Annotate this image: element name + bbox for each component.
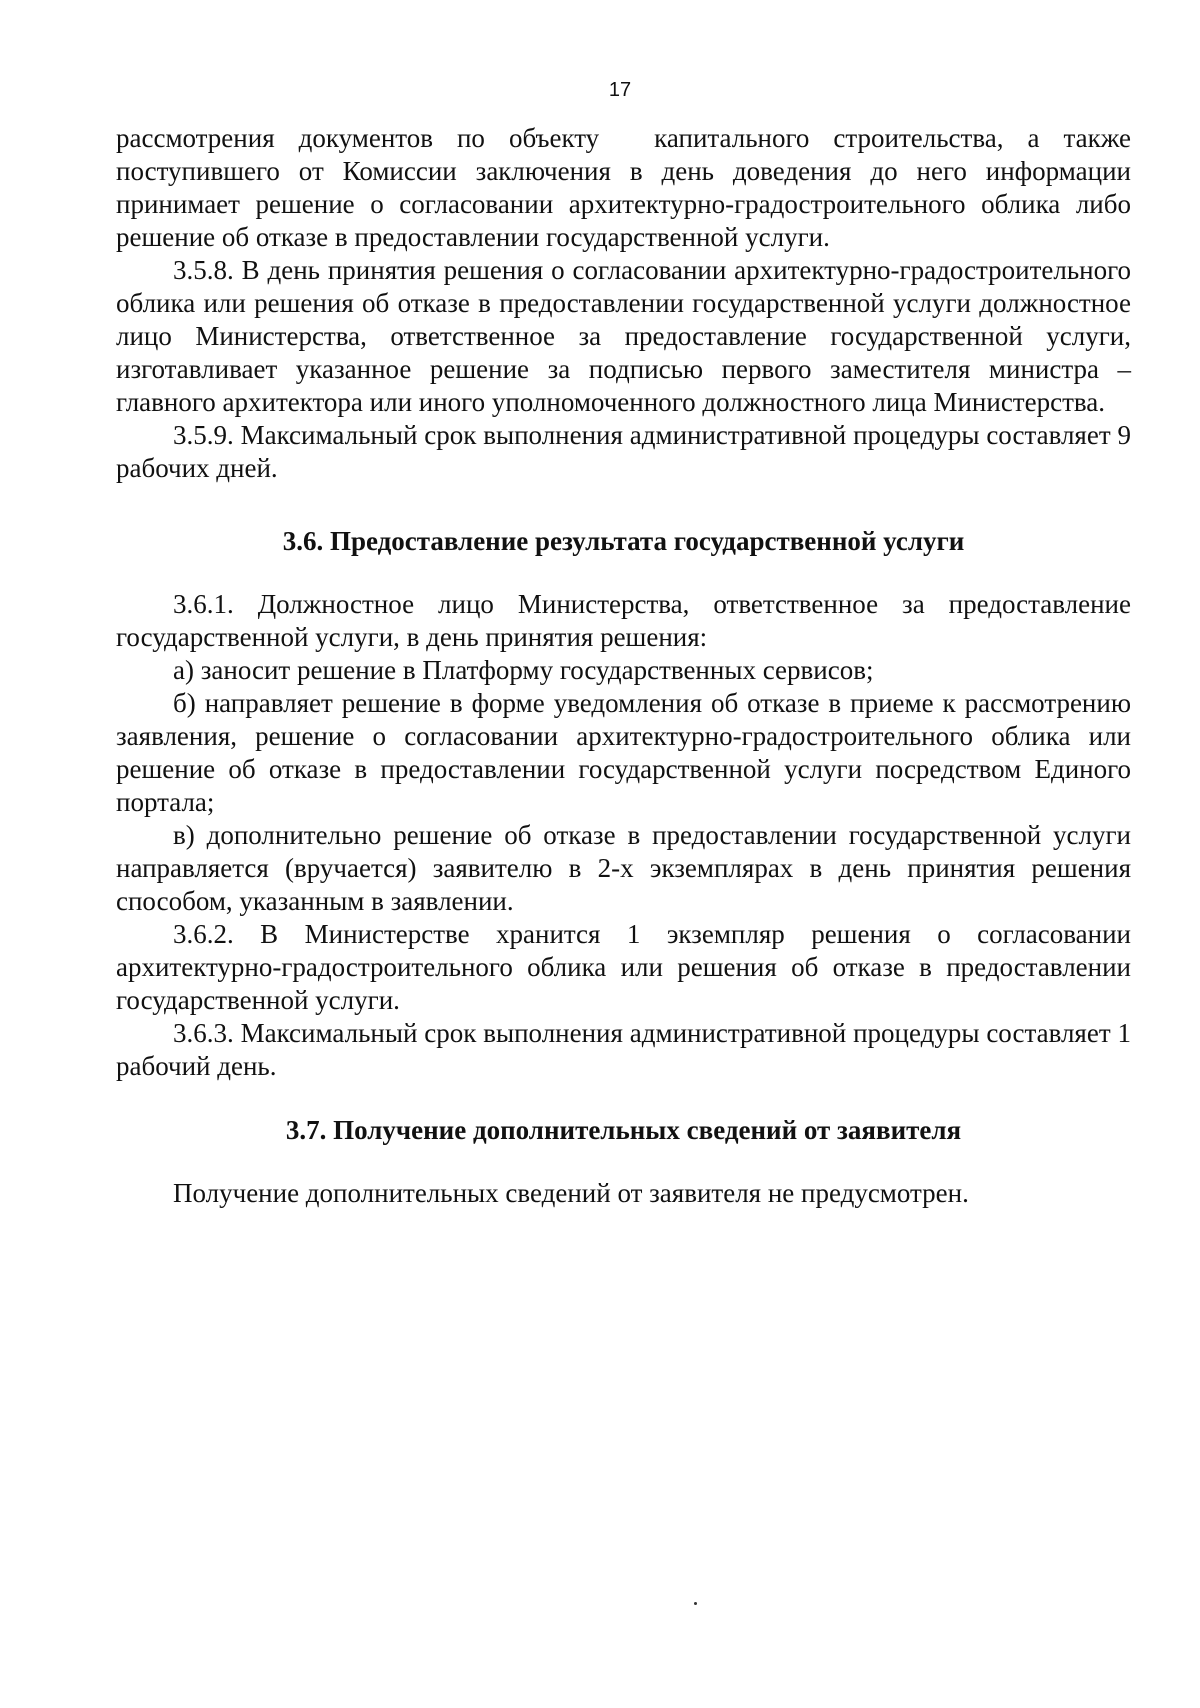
continuation-part-2: капитального строительства, а также поступившего от Комиссии заключения в день доведения до него информации принимает решение о согласовании архитектурно-градостроительного облика либо решение об отказе в предоставлении государственной услуги.: [116, 123, 1131, 252]
paragraph-3-6-3: 3.6.3. Максимальный срок выполнения административной процедуры составляет 1 рабочий день.: [116, 1018, 1131, 1081]
section-heading-3-7: 3.7. Получение дополнительных сведений от заявителя: [285, 1115, 962, 1145]
list-item-a: а) заносит решение в Платформу государственных сервисов;: [173, 655, 874, 685]
continuation-paragraph: [116, 122, 1131, 254]
list-item-b: б) направляет решение в форме уведомления об отказе в приеме к рассмотрению заявления, решение о согласовании архитектурно-градостроительного облика или решение об отказе в предоставлении государственной услуги посредством Единого портала;: [116, 688, 1131, 817]
continuation-part-1: рассмотрения документов по объекту: [116, 123, 600, 153]
paragraph-3-6-2: 3.6.2. В Министерстве хранится 1 экземпляр решения о согласовании архитектурно-градостроительного облика или решения об отказе в предоставлении государственной услуги.: [116, 919, 1131, 1015]
paragraph-3-5-9: 3.5.9. Максимальный срок выполнения административной процедуры составляет 9 рабочих дней.: [116, 420, 1131, 483]
page-number: 17: [608, 79, 632, 101]
section-heading-3-6: 3.6. Предоставление результата государственной услуги: [282, 526, 965, 556]
list-item-v: в) дополнительно решение об отказе в предоставлении государственной услуги направляется (вручается) заявителю в 2-х экземплярах в день принятия решения способом, указанным в заявлении.: [116, 820, 1131, 916]
paragraph-3-6-1: 3.6.1. Должностное лицо Министерства, ответственное за предоставление государственной услуги, в день принятия решения:: [116, 589, 1131, 652]
document-body: [116, 122, 1131, 1210]
paragraph-3-7: Получение дополнительных сведений от заявителя не предусмотрен.: [173, 1178, 969, 1208]
paragraph-3-5-8: 3.5.8. В день принятия решения о согласовании архитектурно-градостроительного облика или решения об отказе в предоставлении государственной услуги должностное лицо Министерства, ответственное за предоставление государственной услуги, изготавливает указанное решение за подписью первого заместителя министра – главного архитектора или иного уполномоченного должностного лица Министерства.: [116, 255, 1131, 417]
scan-speck: [694, 1602, 697, 1605]
